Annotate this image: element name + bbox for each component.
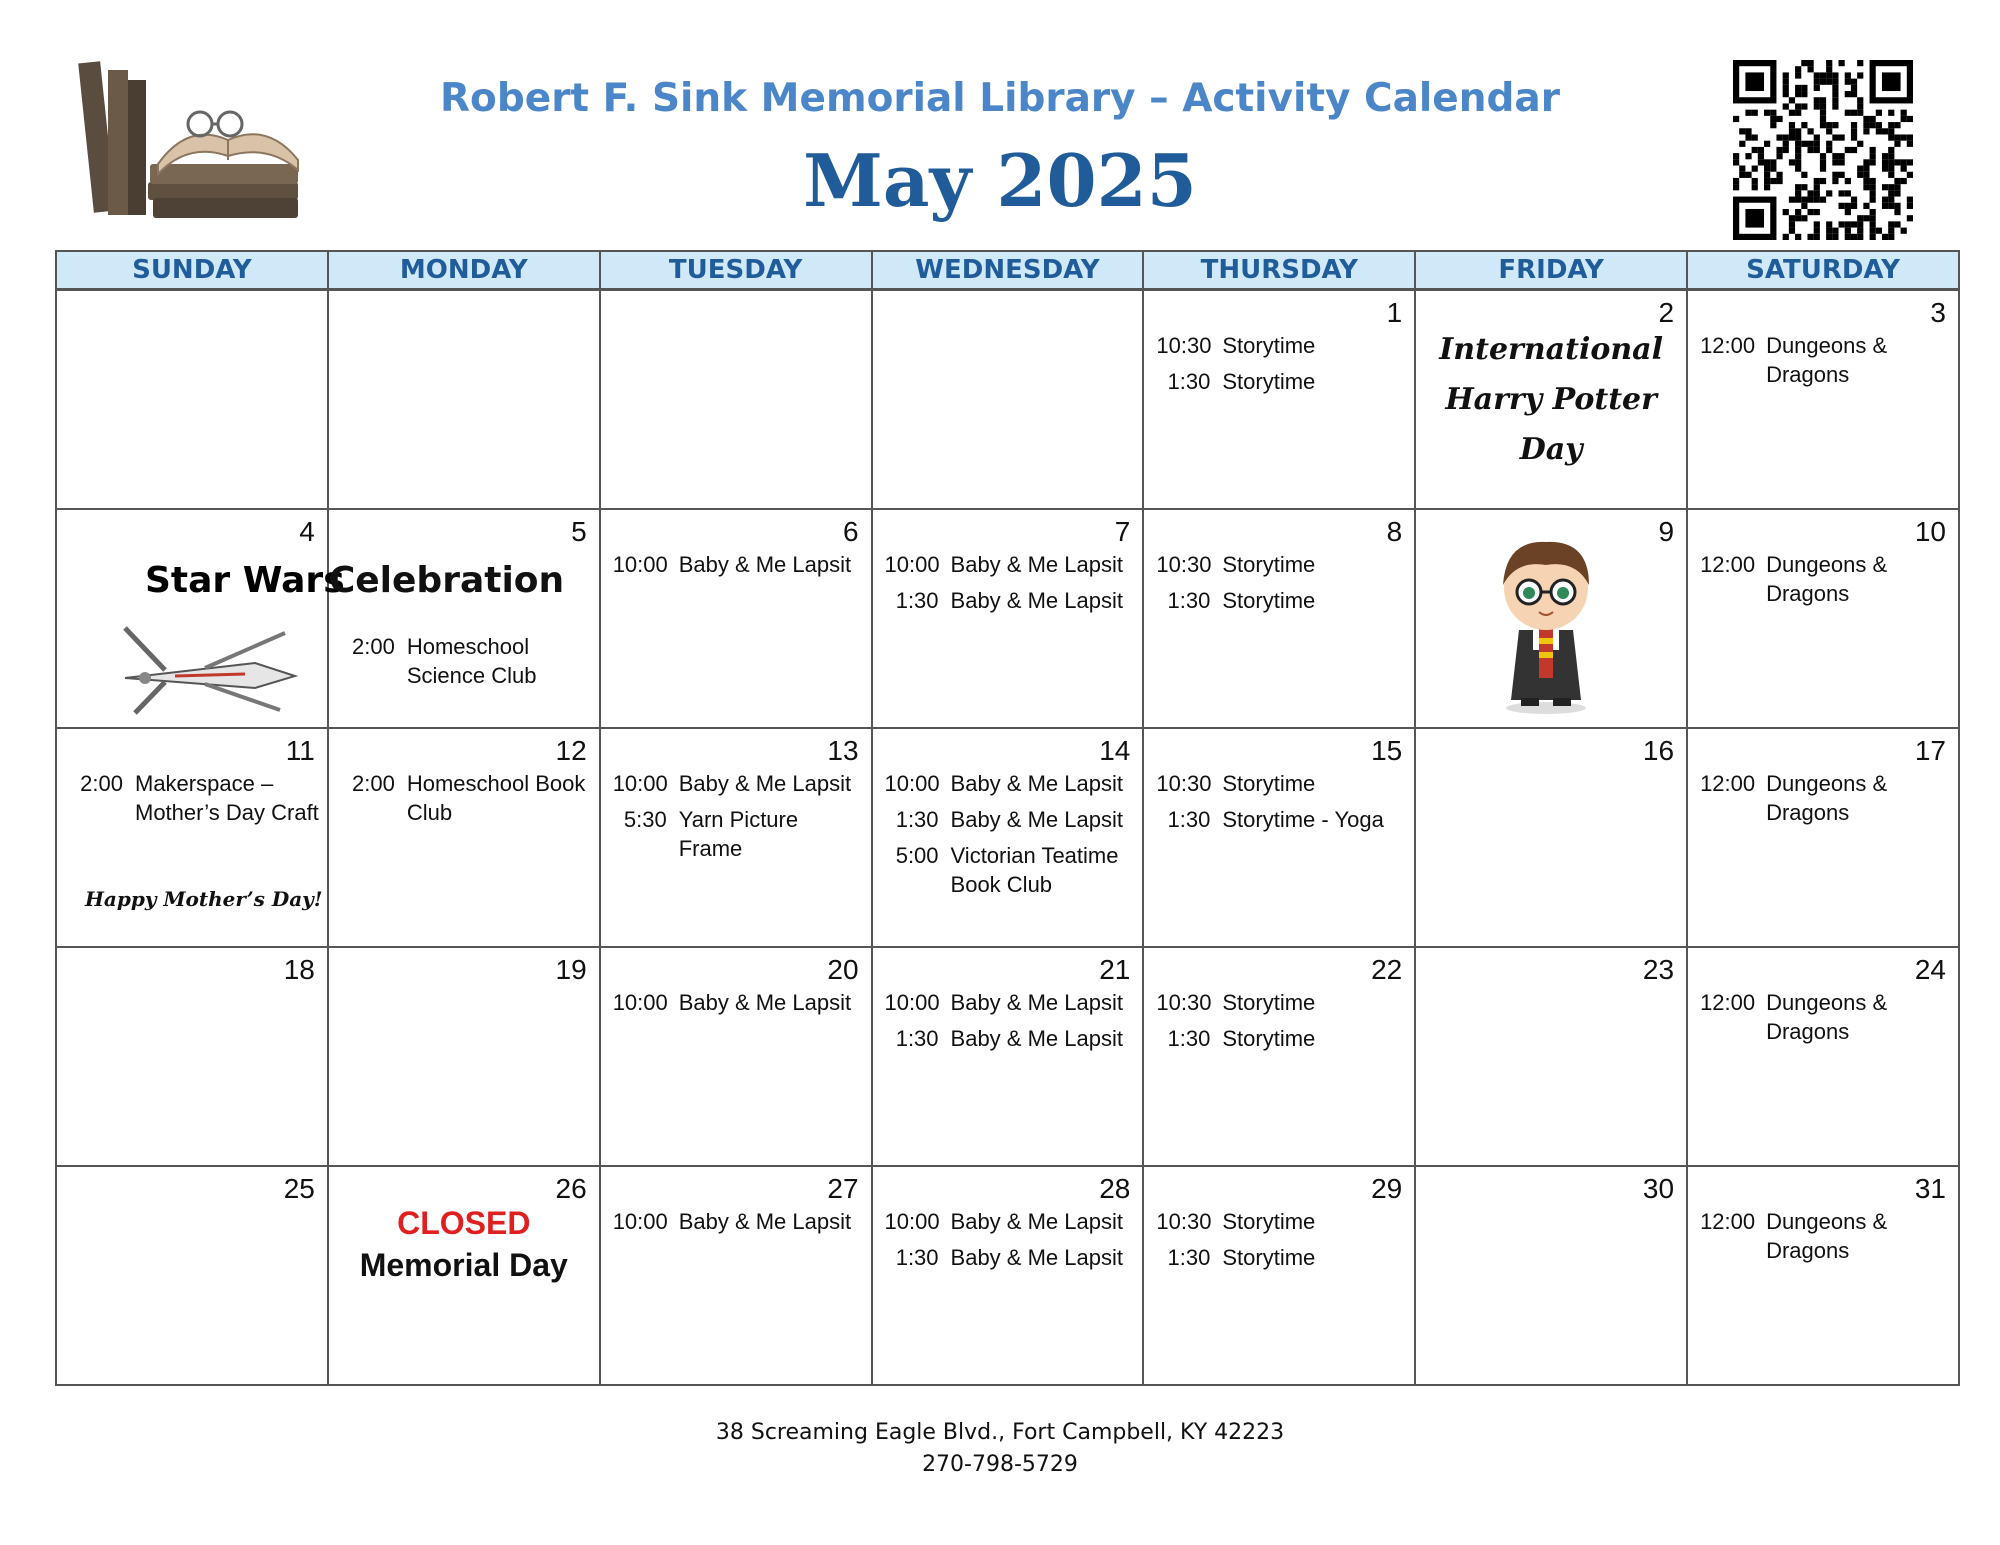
event-name: Storytime - Yoga [1222,807,1384,832]
event-time: 1:30 [895,1245,939,1270]
calendar-week-row [56,509,1959,728]
event-list [1700,988,1950,1053]
event-list [885,988,1135,1060]
calendar-day-cell [328,1166,600,1385]
event-time: 10:30 [1156,771,1212,796]
event-item [613,1207,863,1236]
event-time: 10:00 [612,552,668,577]
event-item [1700,988,1950,1046]
event-time: 10:30 [1156,552,1212,577]
event-list [613,769,863,870]
event-item [341,632,591,690]
calendar-day-cell [56,728,328,947]
calendar-day-cell [1415,509,1687,728]
event-name: Victorian Teatime Book Club [950,843,1119,897]
weekday-header-saturday: SATURDAY [1687,251,1959,290]
calendar-week-row [56,728,1959,947]
harry-potter-day-line: Harry Potter [1445,382,1657,417]
calendar-day-cell [1687,290,1959,510]
event-time: 1:30 [1167,369,1211,394]
event-item [885,769,1135,798]
event-list [1156,1207,1406,1279]
event-time: 1:30 [1167,1245,1211,1270]
weekday-header-friday: FRIDAY [1415,251,1687,290]
closed-label: CLOSED [397,1205,531,1241]
event-time: 5:30 [623,807,667,832]
calendar-empty-cell [56,290,328,510]
harry-potter-day-line: International [1439,332,1664,367]
event-time: 10:00 [612,990,668,1015]
wizard-boy-cartoon-icon [1481,530,1611,715]
event-time: 2:00 [352,634,395,659]
day-number: 14 [1099,735,1131,766]
calendar-day-cell [56,509,345,728]
event-time: 10:00 [884,771,940,796]
event-name: Storytime [1222,333,1316,358]
memorial-day-label: Memorial Day [359,1247,568,1283]
event-list [1700,331,1950,396]
calendar-month: May 2025 [803,138,1197,223]
event-name: Storytime [1222,588,1316,613]
event-time: 1:30 [1167,807,1211,832]
day-number: 4 [299,516,315,547]
event-time: 10:00 [884,990,940,1015]
event-list [1156,550,1406,622]
day-number: 16 [1642,735,1675,766]
day-number: 19 [555,954,587,985]
day-number: 6 [842,516,859,547]
calendar-day-cell [872,509,1144,728]
day-number: 22 [1371,954,1403,985]
event-name: Dungeons & Dragons [1766,333,1888,387]
calendar-day-cell [1687,728,1959,947]
event-name: Baby & Me Lapsit [678,771,852,796]
event-item [1156,586,1406,615]
event-list [1156,988,1406,1060]
event-name: Storytime [1222,369,1316,394]
calendar-day-cell [872,728,1144,947]
event-name: Storytime [1222,990,1316,1015]
event-item [1156,1243,1406,1272]
day-number: 8 [1386,516,1403,547]
event-name: Homeschool Science Club [406,634,537,688]
calendar-title: Robert F. Sink Memorial Library – Activity Calendar [440,76,1560,121]
event-item [1156,367,1406,396]
weekday-header-monday: MONDAY [328,251,600,290]
event-time: 12:00 [1700,552,1756,577]
event-item [1700,331,1950,389]
calendar-day-cell [1415,947,1687,1166]
event-name: Yarn Picture Frame [678,807,799,861]
event-list [1700,1207,1950,1272]
calendar-day-cell [1143,728,1415,947]
event-name: Baby & Me Lapsit [678,1209,852,1234]
day-number: 29 [1371,1173,1403,1204]
event-time: 1:30 [895,807,939,832]
event-name: Baby & Me Lapsit [950,771,1123,796]
day-number: 20 [827,954,859,985]
calendar-day-cell [1143,509,1415,728]
calendar-day-cell [600,947,872,1166]
event-name: Baby & Me Lapsit [950,588,1123,613]
day-number: 25 [283,1173,315,1204]
event-name: Baby & Me Lapsit [950,990,1123,1015]
event-list [885,769,1135,906]
event-name: Baby & Me Lapsit [950,1245,1123,1270]
event-name: Storytime [1222,771,1316,796]
event-item [885,586,1135,615]
event-item [1700,769,1950,827]
event-time: 5:00 [895,843,939,868]
calendar-day-cell [1143,947,1415,1166]
event-list [613,988,863,1024]
event-time: 10:30 [1156,333,1212,358]
event-name: Baby & Me Lapsit [950,1209,1123,1234]
event-name: Makerspace – Mother’s Day Craft [135,771,319,825]
calendar-day-cell [1415,728,1687,947]
event-name: Homeschool Book Club [406,771,586,825]
day-number: 23 [1642,954,1675,985]
event-name: Dungeons & Dragons [1766,771,1888,825]
day-number: 13 [827,735,859,766]
event-list [885,1207,1135,1279]
event-list [69,769,319,834]
day-number: 31 [1914,1173,1946,1204]
footer-phone: 270-798-5729 [922,1452,1078,1477]
calendar-week-row [56,1166,1959,1385]
event-time: 2:00 [80,771,123,796]
day-number: 26 [555,1173,587,1204]
calendar-day-cell [1687,509,1959,728]
event-list [1156,769,1406,841]
harry-potter-day-line: Day [1519,432,1583,467]
event-time: 1:30 [1167,588,1211,613]
calendar-day-cell [600,1166,872,1385]
day-number: 12 [555,735,587,766]
event-name: Dungeons & Dragons [1766,990,1888,1044]
event-name: Baby & Me Lapsit [950,552,1123,577]
event-name: Dungeons & Dragons [1766,1209,1888,1263]
event-time: 10:00 [884,552,940,577]
event-time: 10:00 [884,1209,940,1234]
event-time: 1:30 [895,1026,939,1051]
x-wing-starfighter-icon [105,618,305,718]
weekday-header-wednesday: WEDNESDAY [872,251,1144,290]
event-item [885,1024,1135,1053]
calendar-day-cell [600,509,872,728]
event-item [885,988,1135,1017]
event-name: Dungeons & Dragons [1766,552,1888,606]
event-item [1156,988,1406,1017]
event-list [613,550,863,586]
event-list [613,1207,863,1243]
weekday-header-row [56,251,1959,290]
day-number: 30 [1642,1173,1675,1204]
event-time: 10:00 [612,1209,668,1234]
event-name: Baby & Me Lapsit [950,1026,1123,1051]
calendar-day-cell [1143,1166,1415,1385]
calendar-day-cell [1687,947,1959,1166]
event-name: Storytime [1222,552,1316,577]
calendar-day-cell [600,728,872,947]
harry-potter-day-banner [1416,325,1686,475]
happy-mothers-day-note: Happy Mother’s Day! [85,887,323,911]
calendar-empty-cell [872,290,1144,510]
event-item [1156,1024,1406,1053]
event-item [341,769,591,827]
event-item [885,841,1135,899]
event-time: 12:00 [1700,1209,1756,1234]
calendar-week-row [56,290,1959,510]
calendar-day-cell [56,1166,328,1385]
event-item [1156,805,1406,834]
day-number: 17 [1914,735,1946,766]
event-name: Storytime [1222,1245,1316,1270]
calendar-grid [55,250,1960,1386]
day-number: 5 [571,516,587,547]
calendar-day-cell [872,1166,1144,1385]
event-list [1700,769,1950,834]
event-name: Storytime [1222,1026,1316,1051]
event-item [1156,331,1406,360]
calendar-day-cell [1415,290,1687,510]
weekday-header-thursday: THURSDAY [1143,251,1415,290]
event-item [1156,1207,1406,1236]
calendar-week-row [56,947,1959,1166]
event-name: Storytime [1222,1209,1316,1234]
event-list [1156,331,1406,403]
event-item [1156,550,1406,579]
event-item [885,550,1135,579]
day-number: 2 [1658,297,1675,328]
event-list [341,769,591,834]
calendar-empty-cell [600,290,872,510]
event-list [1700,550,1950,615]
weekday-header-tuesday: TUESDAY [600,251,872,290]
event-time: 10:30 [1156,1209,1212,1234]
calendar-day-cell [328,947,600,1166]
event-time: 1:30 [1167,1026,1211,1051]
event-item [885,1243,1135,1272]
calendar-day-cell [328,509,600,728]
footer-address: 38 Screaming Eagle Blvd., Fort Campbell, KY 42223 [715,1420,1285,1445]
event-item [1700,1207,1950,1265]
event-item [1156,769,1406,798]
event-item [613,769,863,798]
event-item [613,550,863,579]
event-time: 12:00 [1700,771,1756,796]
event-time: 1:30 [895,588,939,613]
event-time: 2:00 [352,771,395,796]
event-item [885,805,1135,834]
event-list [885,550,1135,622]
calendar-day-cell [1415,1166,1687,1385]
event-name: Baby & Me Lapsit [678,990,852,1015]
day-number: 11 [285,735,315,766]
day-number: 28 [1099,1173,1131,1204]
day-number: 1 [1386,297,1403,328]
weekday-header-sunday: SUNDAY [56,251,328,290]
day-number: 9 [1658,516,1675,547]
calendar-day-cell [56,947,328,1166]
event-item [1700,550,1950,608]
day-number: 18 [283,954,315,985]
day-number: 24 [1914,954,1946,985]
star-wars-celebration-banner-right: Celebration [328,560,565,601]
day-number: 21 [1099,954,1131,985]
event-list [341,632,591,697]
event-time: 10:30 [1156,990,1212,1015]
calendar-day-cell [328,728,600,947]
event-item [613,988,863,1017]
day-number: 27 [827,1173,859,1204]
calendar-day-cell [1143,290,1415,510]
event-time: 12:00 [1700,990,1756,1015]
event-time: 10:00 [612,771,668,796]
qr-code-icon[interactable] [1733,60,1913,240]
event-item [613,805,863,863]
day-number: 10 [1914,516,1946,547]
calendar-day-cell [872,947,1144,1166]
event-name: Baby & Me Lapsit [678,552,852,577]
event-time: 12:00 [1700,333,1756,358]
event-item [885,1207,1135,1236]
day-number: 15 [1371,735,1403,766]
event-name: Baby & Me Lapsit [950,807,1123,832]
calendar-day-cell [1687,1166,1959,1385]
event-item [69,769,319,827]
day-number: 3 [1930,297,1946,328]
calendar-empty-cell [328,290,600,510]
day-number: 7 [1114,516,1131,547]
star-wars-celebration-banner-left: Star Wars [145,560,345,601]
